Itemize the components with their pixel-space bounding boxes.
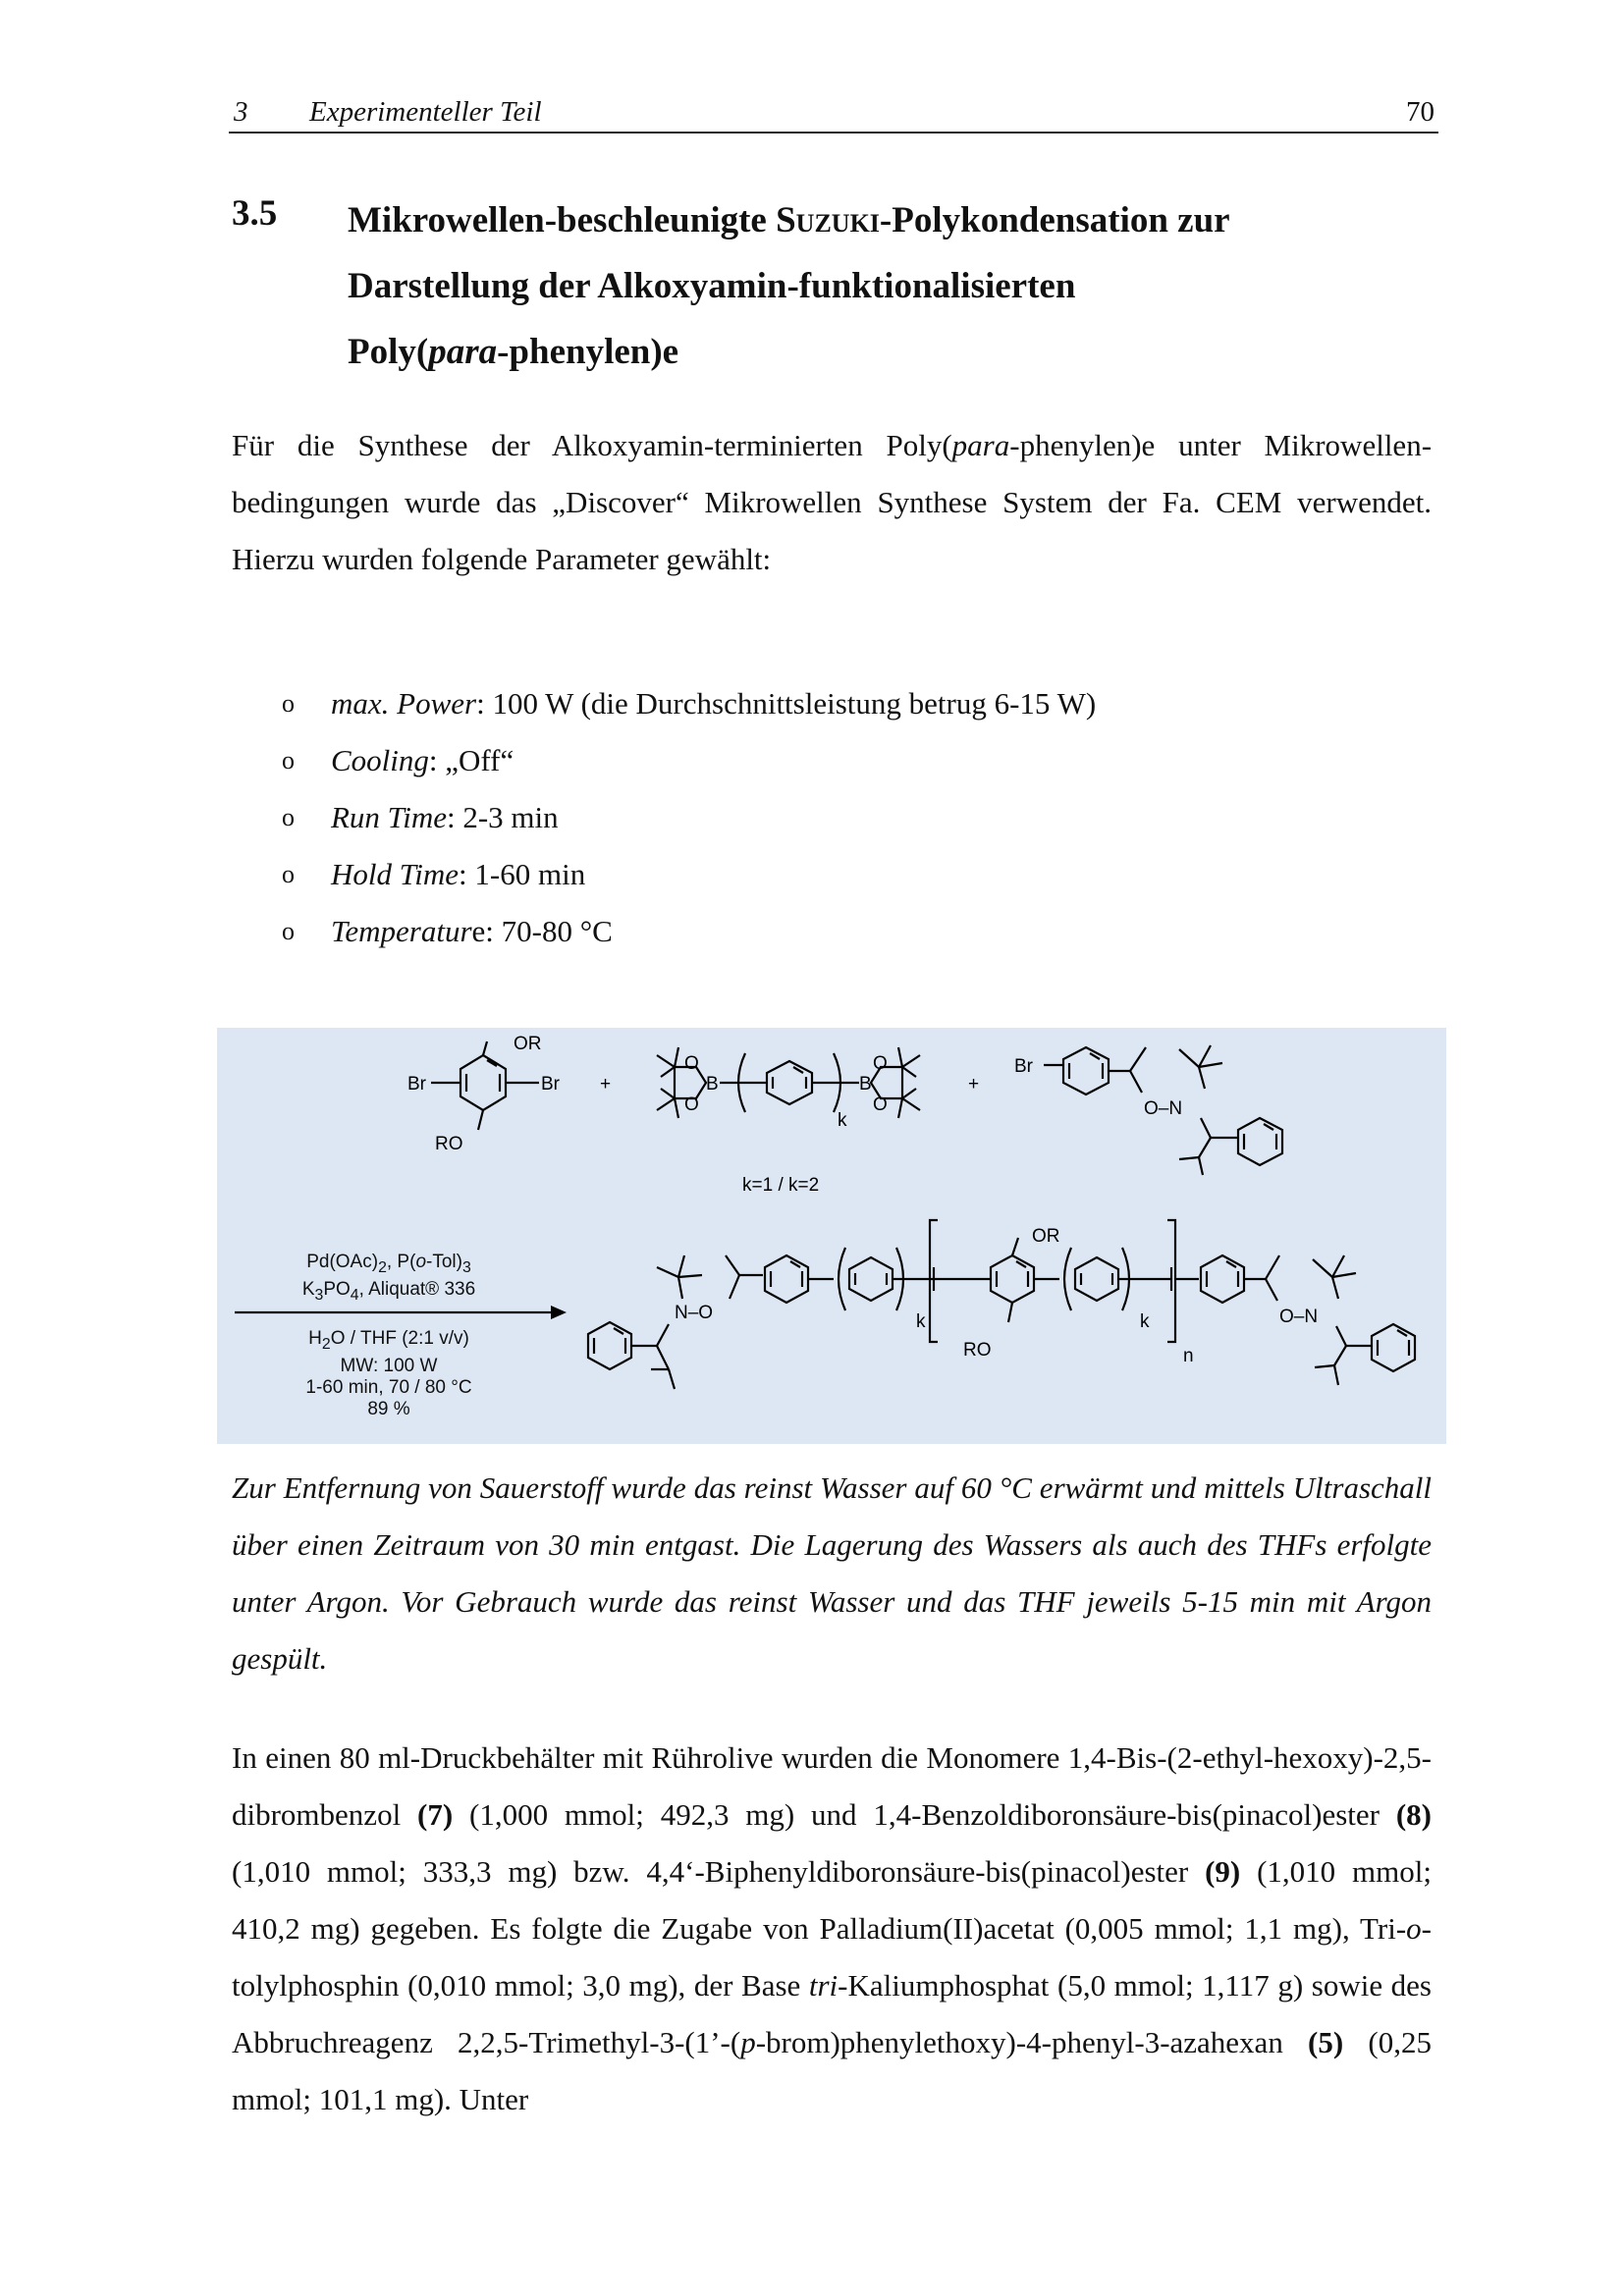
list-item: o Temperature: 70-80 °C (282, 903, 1096, 960)
label-o: O (684, 1053, 699, 1074)
compound-ref: (5) (1308, 2025, 1344, 2059)
section-title-line-3: Poly(para-phenylen)e (348, 332, 679, 372)
label-ro: RO (963, 1340, 992, 1361)
label-k: k (916, 1311, 926, 1332)
label-k: k (838, 1110, 847, 1131)
bullet-icon: o (282, 803, 295, 831)
base-line: $K_3PO_4$, Aliquat® 336 (301, 1278, 476, 1304)
header-chapter-number: 3 (234, 96, 248, 128)
plus-sign: + (968, 1074, 980, 1095)
label-br: Br (1014, 1056, 1033, 1077)
section-title-line-2: Darstellung der Alkoxyamin-funktionalisierten (348, 266, 1076, 306)
label-n-o: N–O (675, 1303, 714, 1323)
list-item: o Hold Time: 1-60 min (282, 846, 1096, 903)
label-br: Br (407, 1074, 426, 1095)
label-o: O (873, 1095, 888, 1115)
header-chapter-title: Experimenteller Teil (309, 96, 542, 128)
bullet-icon: o (282, 746, 295, 774)
monomer-diboronic-ester (657, 1047, 920, 1131)
degassing-note: Zur Entfernung von Sauerstoff wurde das reinst Wasser auf 60 °C erwärmt und mittels Ultraschall über einen Zeitraum von 30 min entgast. Die Lagerung des Wassers als auch des THFs erfolgte unter Argon. Vor Gebrauch wurde das reinst Wasser und das THF jeweils 5-15 min mit Argon gespült. (232, 1470, 1432, 1676)
bullet-icon: o (282, 689, 295, 718)
running-header (229, 94, 1438, 133)
section-number: 3.5 (232, 193, 278, 234)
label-n-subscript: n (1183, 1346, 1194, 1366)
monomer-dibromobenzene (407, 1034, 561, 1154)
page-number: 70 (1406, 96, 1435, 128)
power-line: MW: 100 W (340, 1355, 438, 1376)
k-values: k=1 / k=2 (742, 1175, 820, 1196)
suzuki-smallcaps: Suzuki (776, 200, 880, 240)
list-item: o Cooling: „Off“ (282, 732, 1096, 789)
compound-ref: (7) (417, 1797, 454, 1832)
label-o: O (873, 1053, 888, 1074)
label-k: k (1140, 1311, 1150, 1332)
yield-line: 89 % (367, 1398, 410, 1419)
bullet-icon: o (282, 860, 295, 888)
label-ro: RO (435, 1134, 463, 1154)
time-temp-line: 1-60 min, 70 / 80 °C (305, 1376, 472, 1398)
product-polymer (588, 1220, 1415, 1389)
bullet-icon: o (282, 917, 295, 945)
reaction-scheme (217, 1028, 1446, 1444)
list-item: o max. Power: 100 W (die Durchschnittsleistung betrug 6-15 W) (282, 675, 1096, 732)
label-o-n: O–N (1144, 1098, 1183, 1119)
compound-ref: (9) (1205, 1854, 1241, 1889)
label-b: B (859, 1074, 872, 1095)
label-o: O (684, 1095, 699, 1115)
parameter-list (282, 675, 1096, 960)
label-or: OR (1032, 1226, 1060, 1247)
label-br: Br (541, 1074, 560, 1095)
procedure-paragraph: In einen 80 ml-Druckbehälter mit Rührolive wurden die Monomere 1,4-Bis-(2-ethyl-hexoxy)-2,5-dibrombenzol (7) (1,000 mmol; 492,3 mg) und 1,4-Benzoldiboronsäure-bis(pinacol)ester (8) (1,010 mmol; 333,3 mg) bzw. 4,4‘-Biphenyldiboronsäure-bis(pinacol)ester (9) (1,010 mmol; 410,2 mg) gegeben. Es folgte die Zugabe von Palladium(II)acetat (0,005 mmol; 1,1 mg), Tri-o-tolylphosphin (0,010 mmol; 3,0 mg), der Base tri-Kaliumphosphat (5,0 mmol; 1,117 g) sowie des Abbruchreagenz 2,2,5-Trimethyl-3-(1’-(p-brom)phenylethoxy)-4-phenyl-3-azahexan (5) (0,25 mmol; 101,1 mg). Unter (232, 1740, 1433, 2116)
section-title (348, 187, 1428, 385)
plus-sign: + (600, 1074, 612, 1095)
label-or: OR (514, 1034, 542, 1054)
reaction-conditions-solvent (266, 1328, 512, 1420)
section-title-line-1: Mikrowellen-beschleunigte Suzuki-Polykondensation zur (348, 200, 1230, 240)
label-o-n: O–N (1279, 1307, 1319, 1327)
alkoxyamine-endcapper (1014, 1045, 1282, 1175)
arrow-head-icon (551, 1306, 567, 1319)
solvent-line: $H_2O$ / THF (2:1 v/v) (308, 1328, 469, 1353)
list-item: o Run Time: 2-3 min (282, 789, 1096, 846)
intro-paragraph: Für die Synthese der Alkoxyamin-terminierten Poly(para-phenylen)e unter Mikrowellen-bedingungen wurde das „Discover“ Mikrowellen Synthese System der Fa. CEM verwendet. Hierzu wurden folgende Parameter gewählt: (232, 428, 1433, 576)
reaction-conditions-catalyst (266, 1252, 512, 1307)
label-b: B (706, 1074, 719, 1095)
compound-ref: (8) (1395, 1797, 1432, 1832)
catalyst-line: $Pd(OAc)_2$, $P(o-Tol)_3$ (306, 1252, 471, 1276)
